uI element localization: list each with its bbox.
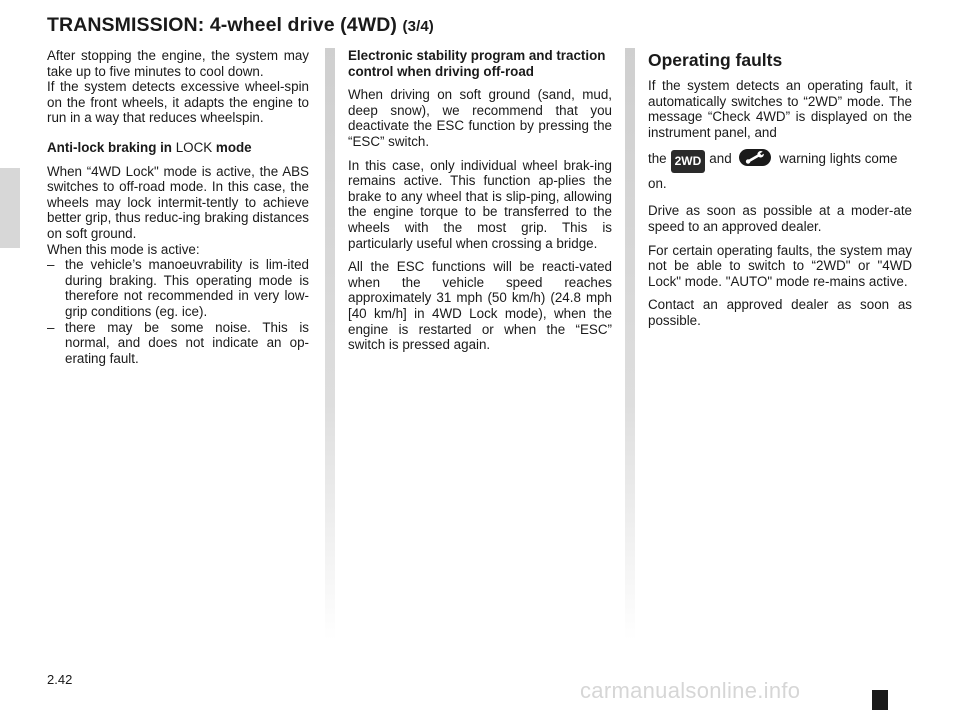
- list-item: – the vehicle’s manoeuvrability is lim-ited during braking. This operating mode is therefore not recommended in very low-grip conditions (eg. ice).: [47, 257, 309, 319]
- wrench-warning-icon: [739, 149, 771, 166]
- list-item: – there may be some noise. This is normal, and does not indicate an op-erating fault.: [47, 319, 309, 366]
- abs-list: [47, 257, 309, 366]
- paragraph-braking: In this case, only individual wheel brak-ing remains active. This function ap-plies the brake to any wheel that is slip-ping, allowing the engine torque to be transferred to the wheels with the most grip. This is particularly useful when crossing a bridge.: [348, 157, 612, 251]
- column-middle: [348, 48, 612, 353]
- paragraph-contact: Contact an approved dealer as soon as possible.: [648, 297, 912, 328]
- page-title: [47, 14, 434, 37]
- section-tab-marker: [0, 168, 20, 248]
- paragraph-esc-deactivate: When driving on soft ground (sand, mud, deep snow), we recommend that you deactivate the ESC function by pressing the “ESC” switch.: [348, 87, 612, 149]
- paragraph-warning-lights: the 2WD and warning lights come on.: [648, 151, 898, 192]
- paragraph-fault-detect: If the system detects an operating fault, it automatically switches to “2WD” mode. The message “Check 4WD” is displayed on the instrument panel, and: [648, 78, 912, 140]
- column-divider: [625, 48, 635, 640]
- faults-heading: Operating faults: [648, 50, 783, 70]
- watermark: carmanualsonline.info: [580, 678, 801, 703]
- column-right: [648, 48, 912, 329]
- paragraph-reactivate: All the ESC functions will be reacti-vated when the vehicle speed reaches approximately 31 mph (50 km/h) (24.8 mph [40 km/h] in 4WD Lock mode), when the engine is restarted or when the “ESC” switch is pressed again.: [348, 259, 612, 353]
- corner-mark: [872, 690, 888, 710]
- title-text: TRANSMISSION: 4-wheel drive (4WD): [47, 14, 398, 36]
- abs-heading: Anti-lock braking in LOCK mode: [47, 139, 252, 155]
- paragraph-mode-active: When this mode is active:: [47, 241, 200, 257]
- paragraph-switch-fault: For certain operating faults, the system may not be able to switch to “2WD" or "4WD Lock" mode. "AUTO" mode re-mains active.: [648, 242, 912, 289]
- paragraph-drive-dealer: Drive as soon as possible at a moder-ate speed to an approved dealer.: [648, 203, 912, 234]
- paragraph-cooldown: After stopping the engine, the system may take up to five minutes to cool down.: [47, 48, 309, 79]
- esc-heading: Electronic stability program and traction control when driving off-road: [348, 48, 606, 79]
- paragraph-wheelspin: If the system detects excessive wheel-spin on the front wheels, it adapts the engine to run in a way that reduces wheelspin.: [47, 79, 309, 126]
- page-number: 2.42: [47, 672, 73, 687]
- column-left: [47, 48, 309, 366]
- title-subtitle: (3/4): [402, 18, 434, 35]
- 2wd-warning-icon: 2WD: [671, 150, 706, 173]
- paragraph-abs: When “4WD Lock" mode is active, the ABS switches to off-road mode. In this case, the wheels may lock intermit-tently to achieve better grip, thus reduc-ing braking distances on soft ground.: [47, 163, 309, 241]
- column-divider: [325, 48, 335, 640]
